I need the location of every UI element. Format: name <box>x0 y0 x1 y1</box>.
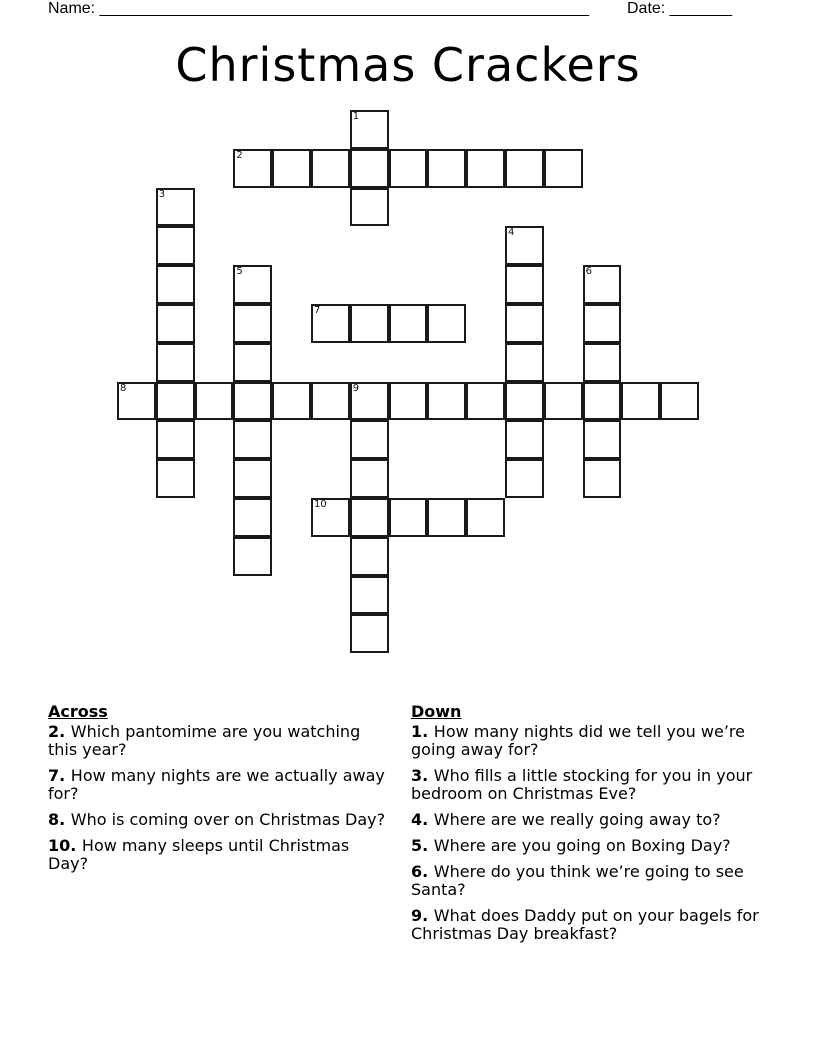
grid-cell[interactable] <box>544 382 583 421</box>
clue-down-3: 3. Who fills a little stocking for you in your bedroom on Christmas Eve? <box>411 766 753 803</box>
grid-cell[interactable] <box>350 576 389 615</box>
down-clues <box>411 703 761 951</box>
grid-cell[interactable] <box>427 382 466 421</box>
grid-cell[interactable] <box>505 382 544 421</box>
grid-cell[interactable] <box>233 420 272 459</box>
clue-text: What does Daddy put on your bagels for Christmas Day breakfast? <box>411 906 759 943</box>
cell-number: 5 <box>236 266 243 278</box>
clue-text: Where are you going on Boxing Day? <box>433 836 731 855</box>
clue-text: Who fills a little stocking for you in your bedroom on Christmas Eve? <box>411 766 753 803</box>
clue-text: Where do you think we’re going to see Santa? <box>411 862 744 899</box>
clue-number: 3 <box>411 766 423 785</box>
grid-cell[interactable] <box>272 382 311 421</box>
grid-cell[interactable] <box>466 382 505 421</box>
name-field[interactable]: Name: _______________________________________________________ <box>48 0 589 17</box>
grid-cell[interactable] <box>350 614 389 653</box>
cell-number: 1 <box>352 111 360 122</box>
grid-cell[interactable] <box>505 149 544 188</box>
grid-cell[interactable] <box>350 382 389 421</box>
clue-across-8: 8. Who is coming over on Christmas Day? <box>48 810 386 829</box>
grid-cell[interactable] <box>156 226 195 265</box>
clue-number: 4 <box>411 810 423 829</box>
grid-cell[interactable] <box>156 382 195 421</box>
grid-cell[interactable] <box>350 149 389 188</box>
grid-cell[interactable] <box>350 420 389 459</box>
grid-cell[interactable] <box>427 498 466 537</box>
grid-cell[interactable] <box>272 149 311 188</box>
grid-cell[interactable] <box>350 498 389 537</box>
grid-cell[interactable] <box>350 110 389 149</box>
grid-cell[interactable] <box>427 304 466 343</box>
clue-number: 5 <box>411 836 423 855</box>
clue-down-1: 1. How many nights did we tell you we’re going away for? <box>411 722 745 759</box>
grid-cell[interactable] <box>583 265 622 304</box>
grid-cell[interactable] <box>505 226 544 265</box>
clue-number: 10 <box>48 836 71 855</box>
grid-cell[interactable] <box>505 265 544 304</box>
grid-cell[interactable] <box>427 149 466 188</box>
grid-cell[interactable] <box>466 149 505 188</box>
grid-cell[interactable] <box>621 382 660 421</box>
grid-cell[interactable] <box>389 382 428 421</box>
across-clues <box>48 703 393 881</box>
cell-number: 6 <box>585 266 592 278</box>
clue-down-6: 6. Where do you think we’re going to see Santa? <box>411 862 744 899</box>
date-field[interactable]: Date: _______ <box>627 0 732 17</box>
grid-cell[interactable] <box>156 304 195 343</box>
grid-cell[interactable] <box>583 459 622 498</box>
grid-cell[interactable] <box>505 343 544 382</box>
clue-text: Who is coming over on Christmas Day? <box>70 810 386 829</box>
clue-text: Where are we really going away to? <box>433 810 721 829</box>
grid-cell[interactable] <box>505 420 544 459</box>
cell-number: 2 <box>236 149 243 161</box>
grid-cell[interactable] <box>350 188 389 227</box>
clue-number: 1 <box>411 722 423 741</box>
clue-number: 9 <box>411 906 423 925</box>
grid-cell[interactable] <box>583 343 622 382</box>
clue-number: 8 <box>48 810 60 829</box>
cell-number: 4 <box>508 227 515 239</box>
clue-number: 7 <box>48 766 60 785</box>
clue-number: 2 <box>48 722 60 741</box>
cell-number: 10 <box>314 499 327 510</box>
grid-cell[interactable] <box>311 382 350 421</box>
grid-cell[interactable] <box>156 459 195 498</box>
grid-cell[interactable] <box>156 343 195 382</box>
grid-cell[interactable] <box>233 537 272 576</box>
grid-cell[interactable] <box>350 459 389 498</box>
down-heading: Down <box>411 702 462 721</box>
grid-cell[interactable] <box>583 304 622 343</box>
across-heading: Across <box>48 702 108 721</box>
grid-cell[interactable] <box>583 420 622 459</box>
cell-number: 8 <box>120 382 127 394</box>
grid-cell[interactable] <box>195 382 234 421</box>
grid-cell[interactable] <box>311 149 350 188</box>
grid-cell[interactable] <box>156 188 195 227</box>
grid-cell[interactable] <box>233 265 272 304</box>
grid-cell[interactable] <box>156 420 195 459</box>
cell-number: 7 <box>314 305 321 316</box>
grid-cell[interactable] <box>233 304 272 343</box>
grid-cell[interactable] <box>660 382 699 421</box>
clue-text: How many sleeps until Christmas Day? <box>48 836 350 873</box>
grid-cell[interactable] <box>466 498 505 537</box>
clue-down-9: 9. What does Daddy put on your bagels for Christmas Day breakfast? <box>411 906 759 943</box>
grid-cell[interactable] <box>233 343 272 382</box>
cell-number: 3 <box>158 188 166 200</box>
cell-number: 9 <box>352 382 360 394</box>
clue-text: Which pantomime are you watching this year? <box>48 722 361 759</box>
grid-cell[interactable] <box>583 382 622 421</box>
grid-cell[interactable] <box>233 498 272 537</box>
clue-text: How many nights are we actually away for? <box>48 766 385 803</box>
grid-cell[interactable] <box>389 498 428 537</box>
grid-cell[interactable] <box>389 304 428 343</box>
grid-cell[interactable] <box>233 459 272 498</box>
clue-across-2: 2. Which pantomime are you watching this year? <box>48 722 361 759</box>
grid-cell[interactable] <box>544 149 583 188</box>
grid-cell[interactable] <box>311 498 350 537</box>
grid-cell[interactable] <box>233 382 272 421</box>
clue-across-7: 7. How many nights are we actually away for? <box>48 766 385 803</box>
grid-cell[interactable] <box>350 537 389 576</box>
grid-cell[interactable] <box>350 304 389 343</box>
clue-across-10: 10. How many sleeps until Christmas Day? <box>48 836 350 873</box>
clue-down-4: 4. Where are we really going away to? <box>411 810 721 829</box>
grid-cell[interactable] <box>389 149 428 188</box>
grid-cell[interactable] <box>156 265 195 304</box>
grid-cell[interactable] <box>311 304 350 343</box>
clue-text: How many nights did we tell you we’re going away for? <box>411 722 745 759</box>
grid-cell[interactable] <box>117 382 156 421</box>
page-title: Christmas Crackers <box>175 38 641 92</box>
grid-cell[interactable] <box>233 149 272 188</box>
grid-cell[interactable] <box>505 459 544 498</box>
clue-down-5: 5. Where are you going on Boxing Day? <box>411 836 731 855</box>
clue-number: 6 <box>411 862 423 881</box>
grid-cell[interactable] <box>505 304 544 343</box>
